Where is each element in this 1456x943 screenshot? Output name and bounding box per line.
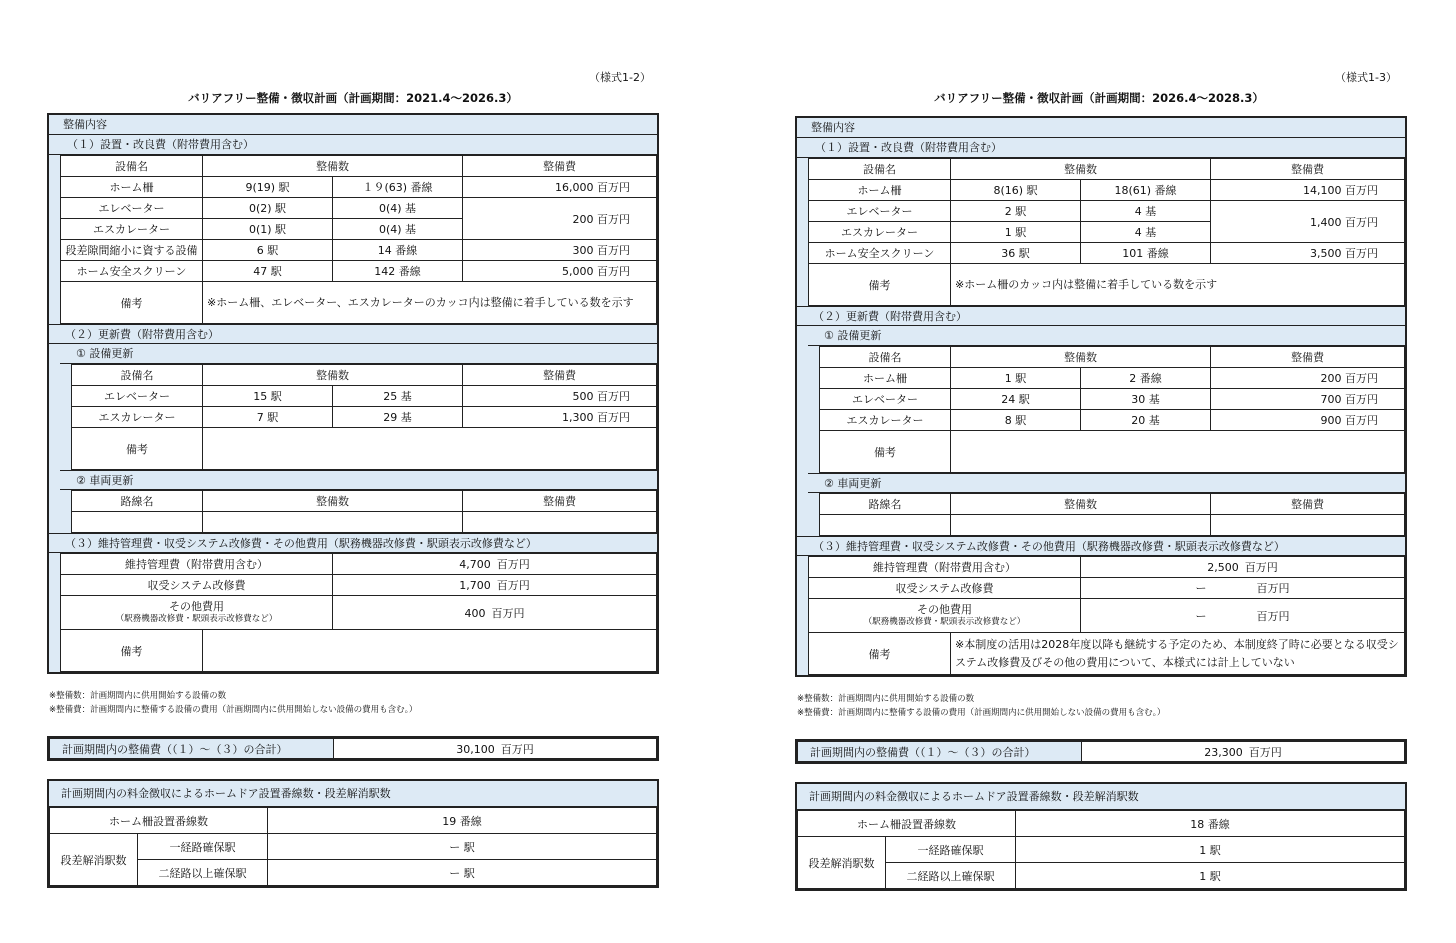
other-value (1081, 599, 1405, 633)
section-2-title: （２）更新費（附帯費用含む） (49, 324, 657, 344)
section-3-title: （３）維持管理費・収受システム改修費・その他費用（駅務機器改修費・駅頭表示改修費など） (797, 536, 1405, 556)
route1-label: 一経路確保駅 (138, 834, 268, 860)
other-label (61, 596, 333, 630)
cell (463, 512, 657, 533)
amount: 2,500 (1207, 561, 1239, 574)
col-cost: 整備費 (1211, 494, 1405, 515)
table-row (809, 180, 1405, 201)
table-row (798, 742, 1405, 762)
table-row (820, 410, 1405, 431)
section-1-table (60, 155, 657, 324)
cell (1211, 515, 1405, 536)
remarks-text (203, 630, 657, 672)
table-row (820, 515, 1405, 536)
door-label: ホーム柵設置番線数 (798, 811, 1016, 837)
unit-count: 101 番線 (1081, 243, 1211, 264)
remarks-label: 備考 (820, 431, 951, 473)
station-count: 24 駅 (951, 389, 1081, 410)
door-label: ホーム柵設置番線数 (50, 808, 268, 834)
facility-name: ホーム安全スクリーン (809, 243, 951, 264)
maintenance-value (1081, 557, 1405, 578)
cost: 3,500 百万円 (1211, 243, 1405, 264)
count-box (47, 779, 659, 888)
route1-value: 1 駅 (1016, 837, 1405, 863)
facility-name: 段差隙間縮小に資する設備 (61, 240, 203, 261)
table-row (50, 808, 657, 834)
station-count: 6 駅 (203, 240, 333, 261)
table-row (72, 407, 657, 428)
remarks-text: ※ホーム柵のカッコ内は整備に着手している数を示す (951, 264, 1405, 306)
section-2-title: （２）更新費（附帯費用含む） (797, 306, 1405, 326)
plan-document-right (795, 0, 1407, 943)
amount: 30,100 (456, 742, 495, 756)
cost: 1,300 百万円 (463, 407, 657, 428)
remarks-row (809, 633, 1405, 675)
col-count: 整備数 (203, 365, 463, 386)
table-row (798, 811, 1405, 837)
section-1-body (49, 155, 657, 324)
total-table (797, 741, 1405, 762)
station-count: 15 駅 (203, 386, 333, 407)
section-3-body (49, 553, 657, 672)
unit: 百万円 (500, 742, 534, 756)
door-value: 19 番線 (268, 808, 657, 834)
footnote: ※整備費：計画期間内に整備する設備の費用（計画期間内に供用開始しない設備の費用も含む。） (49, 705, 418, 715)
station-count: 8 駅 (951, 410, 1081, 431)
col-count: 整備数 (951, 347, 1211, 368)
other-subtitle: （駅務機器改修費・駅頭表示改修費など） (863, 616, 1026, 627)
cost: 5,000 百万円 (463, 261, 657, 282)
unit: 百万円 (1256, 609, 1290, 623)
station-count: 1 駅 (951, 222, 1081, 243)
unit-count: 29 基 (333, 407, 463, 428)
facility-name: ホーム柵 (809, 180, 951, 201)
section-2-2-title: ② 車両更新 (60, 470, 657, 490)
table-row (61, 554, 657, 575)
unit-count: 2 番線 (1081, 368, 1211, 389)
unit-count: 14 番線 (333, 240, 463, 261)
cell (203, 512, 463, 533)
section-2-1-table (71, 364, 657, 470)
col-cost: 整備費 (1211, 347, 1405, 368)
unit: 百万円 (491, 606, 525, 620)
total-value (1082, 742, 1405, 762)
facility-name: ホーム柵 (820, 368, 951, 389)
table-row (50, 860, 657, 886)
route1-label: 一経路確保駅 (886, 837, 1016, 863)
door-value: 18 番線 (1016, 811, 1405, 837)
unit-count: 4 基 (1081, 222, 1211, 243)
facility-name: エレベーター (809, 201, 951, 222)
table-row (820, 368, 1405, 389)
total-value (334, 739, 657, 759)
count-title: 計画期間内の料金徴収によるホームドア設置番線数・段差解消駅数 (797, 784, 1405, 810)
route2-value: ー 駅 (268, 860, 657, 886)
cost: 700 百万円 (1211, 389, 1405, 410)
total-box (47, 736, 659, 761)
remarks-text (951, 431, 1405, 473)
remarks-label: 備考 (61, 630, 203, 672)
station-count: 0(1) 駅 (203, 219, 333, 240)
cell (951, 515, 1211, 536)
route2-value: 1 駅 (1016, 863, 1405, 889)
footnote: ※整備数：計画期間内に供用開始する設備の数 (797, 694, 975, 704)
col-count: 整備数 (951, 159, 1211, 180)
facility-name: エレベーター (820, 389, 951, 410)
col-facility: 設備名 (809, 159, 951, 180)
amount: 23,300 (1204, 745, 1243, 759)
content-header: 整備内容 (797, 118, 1405, 138)
unit: 百万円 (496, 579, 530, 592)
amount: 1,700 (459, 579, 491, 592)
col-count: 整備数 (203, 491, 463, 512)
other-label (809, 599, 1081, 633)
cost: 14,100 百万円 (1211, 180, 1405, 201)
count-box (795, 782, 1407, 891)
section-2-2-table (819, 493, 1405, 536)
table-header-row (61, 156, 657, 177)
col-route: 路線名 (72, 491, 203, 512)
route2-label: 二経路以上確保駅 (138, 860, 268, 886)
remarks-text: ※ホーム柵、エレベーター、エスカレーターのカッコ内は整備に着手している数を示す (203, 282, 657, 324)
col-cost: 整備費 (463, 156, 657, 177)
table-row (61, 596, 657, 630)
section-3-table (60, 553, 657, 672)
station-count: 2 駅 (951, 201, 1081, 222)
table-row (50, 834, 657, 860)
route1-value: ー 駅 (268, 834, 657, 860)
section-2-2-body (60, 490, 657, 533)
section-1-title: （１）設置・改良費（附帯費用含む） (49, 135, 657, 155)
unit-count: １９(63) 番線 (333, 177, 463, 198)
cost: 200 百万円 (1211, 368, 1405, 389)
col-facility: 設備名 (61, 156, 203, 177)
section-1-body (797, 158, 1405, 306)
content-header: 整備内容 (49, 115, 657, 135)
maintenance-label: 維持管理費（附帯費用含む） (809, 557, 1081, 578)
table-header-row (72, 491, 657, 512)
table-row (61, 261, 657, 282)
unit: 百万円 (1256, 582, 1290, 595)
facility-name: エスカレーター (809, 222, 951, 243)
table-row (798, 863, 1405, 889)
count-table (49, 807, 657, 886)
table-row (809, 243, 1405, 264)
section-2-body (49, 344, 657, 533)
system-value (333, 575, 657, 596)
col-facility: 設備名 (72, 365, 203, 386)
footnote: ※整備数：計画期間内に供用開始する設備の数 (49, 691, 227, 701)
unit-count: 18(61) 番線 (1081, 180, 1211, 201)
footnote: ※整備費：計画期間内に整備する設備の費用（計画期間内に供用開始しない設備の費用も含む。） (797, 708, 1166, 718)
cell (820, 515, 951, 536)
other-title: その他費用 (169, 599, 224, 613)
table-header-row (72, 365, 657, 386)
col-facility: 設備名 (820, 347, 951, 368)
section-2-1-title: ① 設備更新 (808, 326, 1405, 346)
remarks-row (61, 282, 657, 324)
amount: ー (1195, 582, 1207, 595)
section-3-table (808, 556, 1405, 675)
total-table (49, 738, 657, 759)
unit: 百万円 (1244, 561, 1278, 574)
station-count: 8(16) 駅 (951, 180, 1081, 201)
document-title: バリアフリー整備・徴収計画（計画期間：2021.4～2026.3） (188, 91, 518, 105)
system-label: 収受システム改修費 (61, 575, 333, 596)
table-row (798, 837, 1405, 863)
table-row (809, 578, 1405, 599)
table-row (61, 198, 657, 219)
remarks-label: 備考 (809, 264, 951, 306)
facility-name: エスカレーター (820, 410, 951, 431)
total-box (795, 739, 1407, 764)
maintenance-value (333, 554, 657, 575)
section-2-2-table (71, 490, 657, 533)
facility-name: ホーム柵 (61, 177, 203, 198)
unit-count: 30 基 (1081, 389, 1211, 410)
footnotes (49, 689, 417, 717)
total-label: 計画期間内の整備費（（１）～（３）の合計） (798, 742, 1082, 762)
unit-count: 25 基 (333, 386, 463, 407)
unit-count: 20 基 (1081, 410, 1211, 431)
cost: 900 百万円 (1211, 410, 1405, 431)
amount: 400 (464, 606, 486, 620)
table-row (809, 201, 1405, 222)
table-header-row (820, 347, 1405, 368)
section-2-2-title: ② 車両更新 (808, 473, 1405, 493)
facility-name: エレベーター (72, 386, 203, 407)
cost: 300 百万円 (463, 240, 657, 261)
facility-name: エスカレーター (61, 219, 203, 240)
section-3-body (797, 556, 1405, 675)
form-number: （様式1-3） (1335, 71, 1397, 84)
cost: 500 百万円 (463, 386, 657, 407)
maintenance-label: 維持管理費（附帯費用含む） (61, 554, 333, 575)
unit-count: 0(4) 基 (333, 219, 463, 240)
table-header-row (820, 494, 1405, 515)
section-2-1-body (60, 364, 657, 470)
remarks-text: ※本制度の活用は2028年度以降も継続する予定のため、本制度終了時に必要となる収受システム改修費及びその他の費用について、本様式には計上していない (951, 633, 1405, 675)
system-value (1081, 578, 1405, 599)
station-count: 36 駅 (951, 243, 1081, 264)
remarks-label: 備考 (72, 428, 203, 470)
station-count: 1 駅 (951, 368, 1081, 389)
amount: ー (1195, 609, 1207, 623)
unit: 百万円 (496, 558, 530, 571)
table-header-row (809, 159, 1405, 180)
section-2-2-body (808, 493, 1405, 536)
cost: 200 百万円 (463, 198, 657, 240)
other-subtitle: （駅務機器改修費・駅頭表示改修費など） (115, 613, 278, 624)
amount: 4,700 (459, 558, 491, 571)
facility-name: ホーム安全スクリーン (61, 261, 203, 282)
footnotes (797, 692, 1165, 720)
remarks-text (203, 428, 657, 470)
facility-name: エレベーター (61, 198, 203, 219)
section-1-table (808, 158, 1405, 306)
table-row (50, 739, 657, 759)
facility-name: エスカレーター (72, 407, 203, 428)
remarks-row (809, 264, 1405, 306)
station-count: 47 駅 (203, 261, 333, 282)
plan-document-left (47, 0, 659, 943)
count-title: 計画期間内の料金徴収によるホームドア設置番線数・段差解消駅数 (49, 781, 657, 807)
section-3-title: （３）維持管理費・収受システム改修費・その他費用（駅務機器改修費・駅頭表示改修費など） (49, 533, 657, 553)
remarks-label: 備考 (61, 282, 203, 324)
col-count: 整備数 (951, 494, 1211, 515)
form-number: （様式1-2） (589, 71, 651, 84)
remarks-row (61, 630, 657, 672)
step-label: 段差解消駅数 (50, 834, 138, 886)
remarks-label: 備考 (809, 633, 951, 675)
table-row (61, 177, 657, 198)
station-count: 9(19) 駅 (203, 177, 333, 198)
section-2-1-body (808, 346, 1405, 473)
table-row (809, 557, 1405, 578)
col-cost: 整備費 (463, 365, 657, 386)
step-label: 段差解消駅数 (798, 837, 886, 889)
remarks-row (72, 428, 657, 470)
table-row (61, 240, 657, 261)
section-1-title: （１）設置・改良費（附帯費用含む） (797, 138, 1405, 158)
col-cost: 整備費 (463, 491, 657, 512)
cost: 1,400 百万円 (1211, 201, 1405, 243)
section-2-body (797, 326, 1405, 536)
other-value (333, 596, 657, 630)
station-count: 0(2) 駅 (203, 198, 333, 219)
remarks-row (820, 431, 1405, 473)
table-row (72, 386, 657, 407)
unit-count: 142 番線 (333, 261, 463, 282)
unit-count: 0(4) 基 (333, 198, 463, 219)
col-count: 整備数 (203, 156, 463, 177)
station-count: 7 駅 (203, 407, 333, 428)
document-title: バリアフリー整備・徴収計画（計画期間：2026.4～2028.3） (934, 91, 1264, 105)
count-table (797, 810, 1405, 889)
unit: 百万円 (1248, 745, 1282, 759)
table-row (809, 599, 1405, 633)
table-row (820, 389, 1405, 410)
section-2-1-table (819, 346, 1405, 473)
cost: 16,000 百万円 (463, 177, 657, 198)
col-cost: 整備費 (1211, 159, 1405, 180)
section-2-1-title: ① 設備更新 (60, 344, 657, 364)
cell (72, 512, 203, 533)
col-route: 路線名 (820, 494, 951, 515)
content-frame (795, 116, 1407, 677)
system-label: 収受システム改修費 (809, 578, 1081, 599)
table-row (61, 575, 657, 596)
other-title: その他費用 (917, 602, 972, 616)
unit-count: 4 基 (1081, 201, 1211, 222)
table-row (72, 512, 657, 533)
total-label: 計画期間内の整備費（（１）～（３）の合計） (50, 739, 334, 759)
route2-label: 二経路以上確保駅 (886, 863, 1016, 889)
content-frame (47, 113, 659, 674)
